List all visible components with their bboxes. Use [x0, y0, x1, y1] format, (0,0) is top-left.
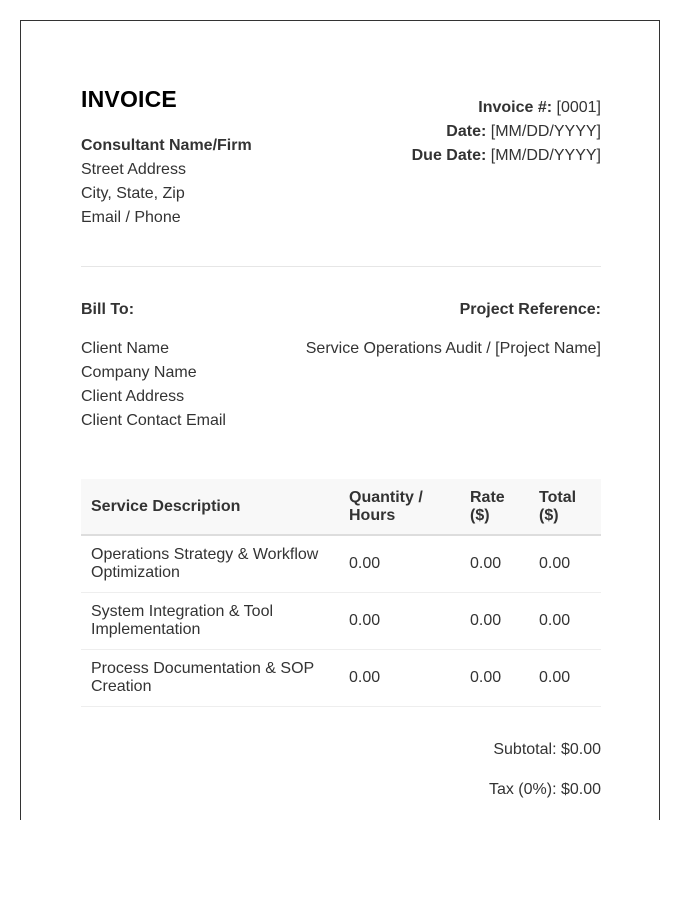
invoice-number-line	[412, 96, 601, 120]
row-quantity: 0.00	[339, 535, 460, 592]
row-quantity: 0.00	[339, 649, 460, 706]
totals-block	[489, 730, 601, 810]
table-row	[81, 649, 601, 706]
table-header-row	[81, 479, 601, 535]
invoice-meta	[412, 96, 601, 168]
row-quantity: 0.00	[339, 592, 460, 649]
row-description: Operations Strategy & Workflow Optimization	[81, 535, 339, 592]
project-reference-value: Service Operations Audit / [Project Name]	[305, 340, 601, 357]
consultant-block	[81, 134, 252, 230]
row-total: 0.00	[529, 535, 601, 592]
invoice-content	[81, 21, 601, 798]
due-date-value: [MM/DD/YYYY]	[490, 147, 601, 164]
client-address: Client Address	[81, 388, 185, 405]
subtotal: Subtotal: $0.00	[493, 741, 601, 758]
invoice-date-value: [MM/DD/YYYY]	[490, 123, 601, 140]
consultant-city-state-zip: City, State, Zip	[81, 185, 185, 202]
invoice-number-label: Invoice #:	[478, 99, 553, 116]
bill-to-heading: Bill To:	[81, 301, 135, 318]
company-name: Company Name	[81, 364, 197, 381]
header-divider	[81, 266, 601, 267]
consultant-name: Consultant Name/Firm	[81, 137, 252, 154]
invoice-date-label: Date:	[446, 123, 487, 140]
table-row	[81, 535, 601, 592]
tax: Tax (0%): $0.00	[488, 781, 601, 798]
client-name: Client Name	[81, 340, 170, 357]
header-service-description: Service Description	[81, 479, 339, 535]
row-total: 0.00	[529, 592, 601, 649]
invoice-date-line	[412, 120, 601, 144]
consultant-street: Street Address	[81, 161, 186, 178]
row-description: Process Documentation & SOP Creation	[81, 649, 339, 706]
row-rate: 0.00	[460, 649, 529, 706]
table-row	[81, 592, 601, 649]
consultant-email-phone: Email / Phone	[81, 209, 181, 226]
row-description: System Integration & Tool Implementation	[81, 592, 339, 649]
due-date-line	[412, 144, 601, 168]
bill-to-block	[81, 337, 226, 433]
client-email: Client Contact Email	[81, 412, 226, 429]
due-date-label: Due Date:	[411, 147, 487, 164]
row-rate: 0.00	[460, 535, 529, 592]
header-rate: Rate ($)	[460, 479, 529, 535]
invoice-page	[20, 20, 660, 820]
services-table	[81, 479, 601, 707]
row-total: 0.00	[529, 649, 601, 706]
invoice-number-value: [0001]	[556, 99, 601, 116]
invoice-header	[81, 21, 601, 267]
row-rate: 0.00	[460, 592, 529, 649]
header-quantity-hours: Quantity / Hours	[339, 479, 460, 535]
header-total: Total ($)	[529, 479, 601, 535]
invoice-title: INVOICE	[81, 86, 177, 112]
project-reference-heading: Project Reference:	[459, 301, 601, 318]
